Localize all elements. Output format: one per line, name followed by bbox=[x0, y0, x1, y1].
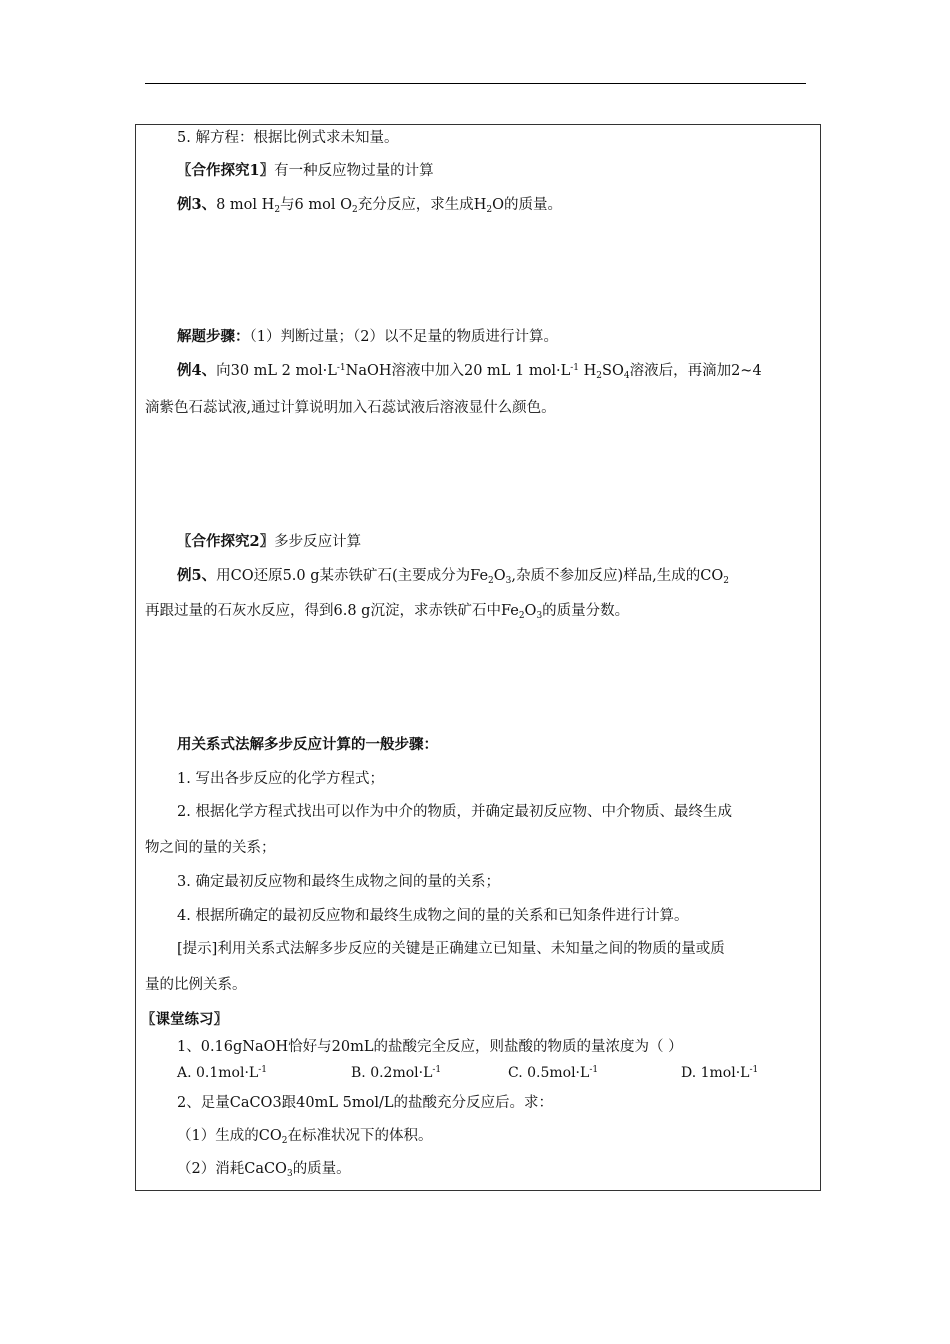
solve-steps-label: 解题步骤： bbox=[177, 328, 250, 345]
example-4-line1 bbox=[177, 361, 762, 381]
ex4-text: SO bbox=[602, 363, 624, 379]
example-5-line1 bbox=[177, 566, 729, 586]
ex5-text: 用CO还原5.0 g某赤铁矿石(主要成分为Fe bbox=[216, 568, 489, 584]
option-b bbox=[351, 1063, 441, 1083]
sub: 4 bbox=[623, 371, 630, 381]
option-d bbox=[681, 1063, 758, 1083]
general-step-3: 3. 确定最初反应物和最终生成物之间的量的关系； bbox=[177, 874, 500, 890]
coop2-tag: 〖合作探究2〗 bbox=[177, 533, 275, 550]
general-step-1: 1. 写出各步反应的化学方程式； bbox=[177, 771, 384, 787]
sup: -1 bbox=[589, 1065, 599, 1075]
ex5-text: O bbox=[493, 568, 506, 584]
coop2-text: 多步反应计算 bbox=[274, 534, 362, 550]
sub: 2 bbox=[281, 1136, 288, 1146]
option-c bbox=[508, 1063, 598, 1083]
ex3-text: O的质量。 bbox=[492, 197, 563, 213]
sub: 3 bbox=[536, 611, 543, 621]
ex3-text: 8 mol H bbox=[216, 197, 275, 213]
example-5-line2 bbox=[145, 601, 629, 621]
coop-heading-2 bbox=[177, 532, 361, 552]
ex4-text: 向30 mL 2 mol·L bbox=[216, 363, 337, 379]
option-text: D. 1mol·L bbox=[681, 1065, 750, 1081]
general-step-2b: 物之间的量的关系； bbox=[145, 840, 276, 856]
q2-text: 的质量。 bbox=[292, 1161, 351, 1177]
practice-q2-part1 bbox=[177, 1126, 432, 1146]
sub: 2 bbox=[352, 205, 358, 215]
coop1-tag: 〖合作探究1〗 bbox=[177, 162, 275, 179]
general-steps-title: 用关系式法解多步反应计算的一般步骤： bbox=[177, 736, 438, 753]
practice-q2-part2 bbox=[177, 1159, 351, 1179]
q2-text: 在标准状况下的体积。 bbox=[287, 1128, 433, 1144]
q2-text: （2）消耗CaCO bbox=[177, 1161, 287, 1177]
sub: 2 bbox=[723, 576, 729, 586]
ex5-text: ,杂质不参加反应)样品,生成的CO bbox=[511, 568, 724, 584]
sub: 2 bbox=[274, 205, 281, 215]
ex3-label: 例3、 bbox=[177, 196, 217, 213]
ex4-text: NaOH溶液中加入20 mL 1 mol·L bbox=[345, 363, 571, 379]
coop-heading-1 bbox=[177, 161, 434, 181]
solve-steps-text: （1）判断过量；（2）以不足量的物质进行计算。 bbox=[249, 329, 558, 345]
tip-line2: 量的比例关系。 bbox=[145, 977, 247, 993]
ex5-text: O bbox=[524, 603, 537, 619]
ex3-text: 与6 mol O bbox=[280, 197, 352, 213]
sub: 2 bbox=[488, 576, 494, 586]
sup: -1 bbox=[258, 1065, 267, 1075]
tip-line1: [提示]利用关系式法解多步反应的关键是正确建立已知量、未知量之间的物质的量或质 bbox=[177, 941, 725, 957]
sup: -1 bbox=[570, 363, 580, 373]
sub: 2 bbox=[596, 371, 603, 381]
option-a bbox=[177, 1063, 267, 1083]
coop1-text: 有一种反应物过量的计算 bbox=[274, 163, 434, 179]
option-text: B. 0.2mol·L bbox=[351, 1065, 433, 1081]
practice-title: 〖课堂练习〗 bbox=[141, 1011, 228, 1028]
option-text: C. 0.5mol·L bbox=[508, 1065, 590, 1081]
ex3-text: 充分反应，求生成H bbox=[357, 197, 487, 213]
option-text: A. 0.1mol·L bbox=[177, 1065, 259, 1081]
sup: -1 bbox=[749, 1065, 759, 1075]
general-step-2a: 2. 根据化学方程式找出可以作为中介的物质，并确定最初反应物、中介物质、最终生成 bbox=[177, 804, 732, 820]
sup: -1 bbox=[336, 363, 346, 373]
practice-q2: 2、足量CaCO3跟40mL 5mol/L的盐酸充分反应后。求： bbox=[177, 1095, 553, 1111]
content-table-cell bbox=[135, 124, 821, 1191]
sup: -1 bbox=[432, 1065, 442, 1075]
ex5-label: 例5、 bbox=[177, 567, 217, 584]
ex5-text: 再跟过量的石灰水反应，得到6.8 g沉淀，求赤铁矿石中Fe bbox=[145, 603, 519, 619]
example-3 bbox=[177, 195, 562, 215]
ex4-text: 溶液后，再滴加2~4 bbox=[629, 363, 762, 379]
sub: 2 bbox=[486, 205, 493, 215]
practice-q1: 1、0.16gNaOH恰好与20mL的盐酸完全反应，则盐酸的物质的量浓度为（ ） bbox=[177, 1039, 683, 1055]
sub: 3 bbox=[286, 1169, 293, 1179]
sub: 3 bbox=[505, 576, 512, 586]
solve-steps bbox=[177, 327, 558, 347]
sub: 2 bbox=[518, 611, 525, 621]
step-5: 5. 解方程：根据比例式求未知量。 bbox=[177, 130, 399, 146]
ex4-text: H bbox=[579, 363, 597, 379]
header-rule bbox=[145, 83, 806, 84]
q2-text: （1）生成的CO bbox=[177, 1128, 282, 1144]
example-4-line2: 滴紫色石蕊试液,通过计算说明加入石蕊试液后溶液显什么颜色。 bbox=[145, 400, 556, 416]
ex4-label: 例4、 bbox=[177, 362, 217, 379]
ex5-text: 的质量分数。 bbox=[542, 603, 630, 619]
general-step-4: 4. 根据所确定的最初反应物和最终生成物之间的量的关系和已知条件进行计算。 bbox=[177, 908, 689, 924]
